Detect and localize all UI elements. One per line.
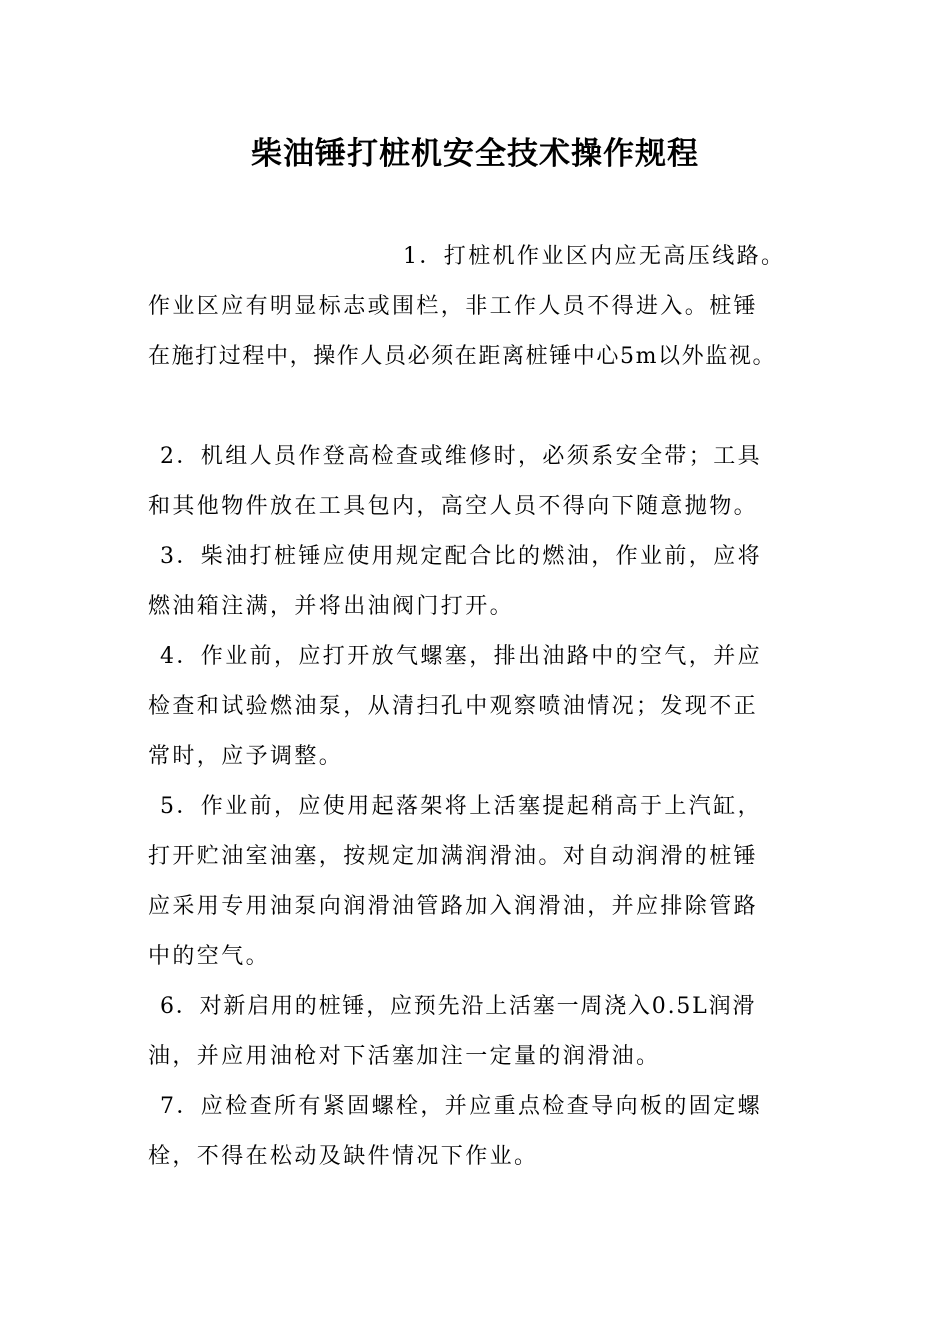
paragraph-line: 作业区应有明显标志或围栏，非工作人员不得进入。桩锤	[148, 294, 759, 319]
paragraph-line: 燃油箱注满，并将出油阀门打开。	[148, 594, 515, 619]
paragraph-3	[148, 532, 818, 632]
paragraph-5	[148, 782, 818, 982]
paragraph-2	[148, 432, 818, 532]
paragraph-line: 5．作业前，应使用起落架将上活塞提起稍高于上汽缸，	[160, 794, 762, 819]
page-title: 柴油锤打桩机安全技术操作规程	[251, 136, 699, 172]
paragraph-line: 油，并应用油枪对下活塞加注一定量的润滑油。	[148, 1044, 661, 1069]
paragraph-line: 栓，不得在松动及缺件情况下作业。	[148, 1144, 539, 1169]
paragraph-line: 检查和试验燃油泵，从清扫孔中观察喷油情况；发现不正	[148, 694, 759, 719]
paragraph-line: 7．应检查所有紧固螺栓，并应重点检查导向板的固定螺	[160, 1094, 762, 1119]
paragraph-1	[148, 232, 818, 382]
paragraph-4	[148, 632, 818, 782]
paragraph-6	[148, 982, 818, 1082]
paragraph-line: 和其他物件放在工具包内，高空人员不得向下随意抛物。	[148, 494, 759, 519]
paragraph-line: 1．打桩机作业区内应无高压线路。	[403, 244, 786, 269]
paragraph-line: 打开贮油室油塞，按规定加满润滑油。对自动润滑的桩锤	[148, 844, 759, 869]
paragraph-line: 在施打过程中，操作人员必须在距离桩锤中心5m以外监视。	[148, 344, 777, 369]
paragraph-line: 2．机组人员作登高检查或维修时，必须系安全带；工具	[160, 444, 762, 469]
paragraph-line: 4．作业前，应打开放气螺塞，排出油路中的空气，并应	[160, 644, 762, 669]
paragraph-line: 中的空气。	[148, 944, 271, 969]
paragraph-line: 6．对新启用的桩锤，应预先沿上活塞一周浇入0.5L润滑	[160, 994, 757, 1019]
paragraph-line: 常时，应予调整。	[148, 744, 344, 769]
paragraph-line: 应采用专用油泵向润滑油管路加入润滑油，并应排除管路	[148, 894, 759, 919]
paragraph-line: 3．柴油打桩锤应使用规定配合比的燃油，作业前，应将	[160, 544, 762, 569]
paragraph-7	[148, 1082, 818, 1182]
